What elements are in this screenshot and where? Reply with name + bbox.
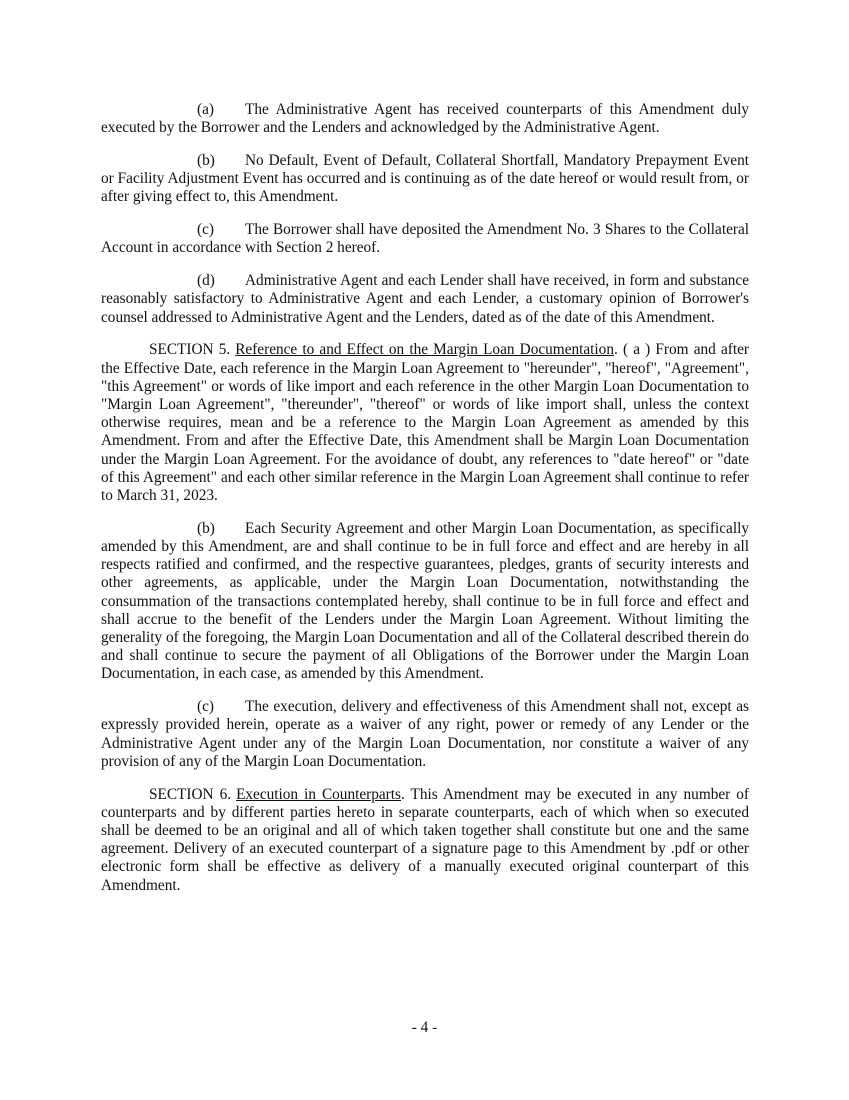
condition-a-paragraph (101, 101, 749, 137)
section-6-heading: Execution in Counterparts (236, 785, 401, 803)
section-5-a-text: From and after the Effective Date, each reference in the Margin Loan Agreement to "hereunder", "hereof", "Agreement", "this Agreement" or words of like import and each reference in the other Margin Loan Documentation to "Margin Loan Agreement", "thereunder", "thereof" or words of like import shall, unless the context otherwise requires, mean and be a reference to the Margin Loan Agreement as amended by this Amendment. From and after the Effective Date, this Amendment shall be Margin Loan Documentation under the Margin Loan Agreement. For the avoidance of doubt, any references to "date hereof" or "date of this Agreement" and each other similar reference in the Margin Loan Agreement shall continue to refer to March 31, 2023. (101, 341, 749, 505)
section-6-text: This Amendment may be executed in any number of counterparts and by different parties hereto in separate counterparts, each of which when so executed shall be deemed to be an original and all of which taken together shall constitute but one and the same agreement. Delivery of an executed counterpart of a signature page to this Amendment by .pdf or other electronic form shall be effective as delivery of a manually executed original counterpart of this Amendment. (101, 785, 749, 894)
section-5-c-marker: (c) (197, 698, 214, 716)
condition-c-paragraph (101, 221, 749, 257)
section-5-number: SECTION 5. (149, 341, 231, 359)
section-5-b-marker: (b) (197, 519, 215, 537)
section-5-b-paragraph (101, 520, 749, 684)
condition-a-text: The Administrative Agent has received counterparts of this Amendment duly executed by the Borrower and the Lenders and acknowledged by the Administrative Agent. (101, 101, 749, 137)
condition-d-marker: (d) (197, 272, 215, 290)
page-number: - 4 - (411, 1019, 438, 1036)
condition-d-paragraph (101, 272, 749, 327)
condition-b-marker: (b) (197, 152, 215, 169)
condition-c-text: The Borrower shall have deposited the Amendment No. 3 Shares to the Collateral Account in accordance with Section 2 hereof. (101, 221, 749, 257)
section-5-b-text: Each Security Agreement and other Margin Loan Documentation, as specifically amended by this Amendment, are and shall continue to be in full force and effect and are hereby in all respects ratified and confirmed, and the respective guarantees, pledges, grants of security interests and other agreements, as applicable, under the Margin Loan Documentation, notwithstanding the consummation of the transactions contemplated hereby, shall continue to be in full force and effect and shall accrue to the benefit of the Lenders under the Margin Loan Agreement. Without limiting the generality of the foregoing, the Margin Loan Documentation and all of the Collateral described therein do and shall continue to secure the payment of all Obligations of the Borrower under the Margin Loan Documentation, in each case, as amended by this Amendment. (101, 519, 749, 683)
condition-b-text: No Default, Event of Default, Collateral Shortfall, Mandatory Prepayment Event or Facility Adjustment Event has occurred and is continuing as of the date hereof or would result from, or after giving effect to, this Amendment. (101, 152, 749, 206)
section-6-paragraph (101, 786, 749, 895)
section-5-a-marker: ( a ) (622, 341, 651, 359)
condition-c-marker: (c) (197, 221, 214, 239)
section-6-number: SECTION 6. (149, 785, 232, 803)
condition-d-text: Administrative Agent and each Lender shall have received, in form and substance reasonably satisfactory to Administrative Agent and each Lender, a customary opinion of Borrower's counsel addressed to Administrative Agent and the Lenders, dated as of the date of this Amendment. (101, 272, 749, 326)
section-5-c-paragraph (101, 698, 749, 771)
document-page (101, 101, 749, 909)
section-5-paragraph (101, 341, 749, 505)
condition-a-marker: (a) (197, 101, 214, 118)
section-6-heading-end: . (400, 785, 405, 803)
section-5-c-text: The execution, delivery and effectiveness of this Amendment shall not, except as expressly provided herein, operate as a waiver of any right, power or remedy of any Lender or the Administrative Agent under any of the Margin Loan Documentation, nor constitute a waiver of any provision of any of the Margin Loan Documentation. (101, 698, 749, 770)
section-5-heading-end: . (613, 341, 618, 359)
condition-b-paragraph (101, 152, 749, 207)
section-5-heading: Reference to and Effect on the Margin Loan Documentation (235, 341, 614, 359)
